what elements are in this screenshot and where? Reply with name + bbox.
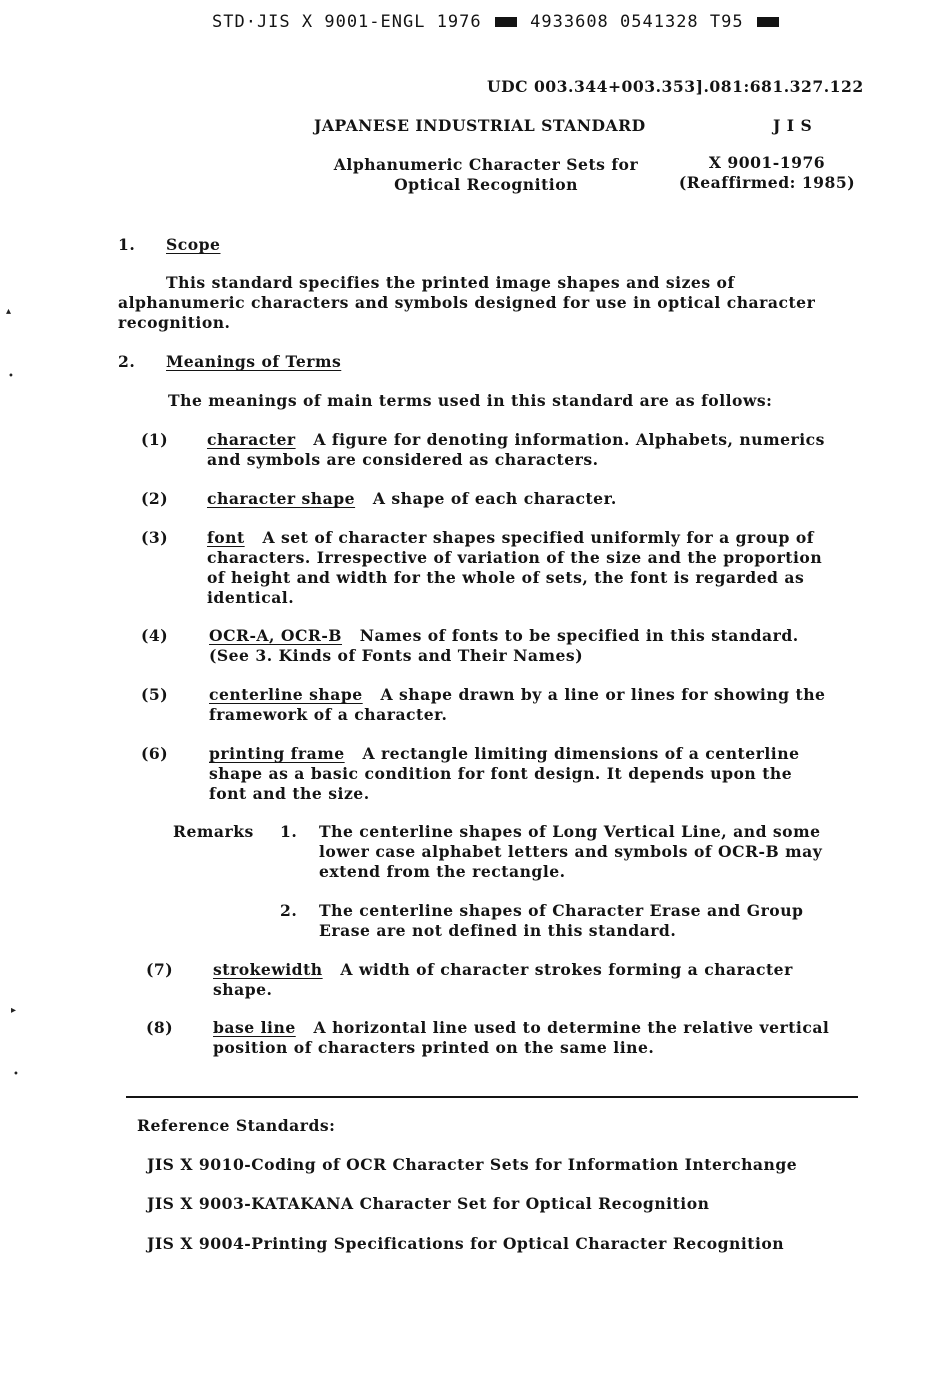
header-code-part2: 4933608 0541328 T95	[530, 12, 744, 32]
definition-line: Names of fonts to be specified in this standard.	[359, 626, 799, 645]
term-definition	[209, 744, 800, 804]
term-name: font	[207, 528, 245, 547]
term-definition	[209, 685, 825, 725]
section-2-heading: Meanings of Terms	[166, 352, 342, 371]
term-number: (3)	[141, 528, 169, 547]
definition-line: shape as a basic condition for font design. It depends upon the	[209, 764, 793, 783]
section-1-heading: Scope	[166, 235, 221, 254]
remark-line: Erase are not defined in this standard.	[319, 921, 677, 940]
term-definition	[207, 430, 825, 470]
scope-line: recognition.	[118, 313, 231, 332]
redaction-block	[757, 17, 779, 27]
term-number: (1)	[141, 430, 169, 449]
scan-speck: ▴	[6, 306, 12, 317]
standard-type: JAPANESE INDUSTRIAL STANDARD	[314, 116, 646, 135]
title-line-2: Optical Recognition	[394, 175, 578, 194]
remark-line: The centerline shapes of Character Erase and Group	[319, 901, 804, 920]
remark-line: lower case alphabet letters and symbols of OCR-B may	[319, 842, 823, 861]
section-1-number: 1.	[118, 235, 136, 254]
scope-line: alphanumeric characters and symbols designed for use in optical character	[118, 293, 816, 312]
term-definition	[207, 528, 822, 608]
definition-line: shape.	[213, 980, 273, 999]
term-number: (4)	[141, 626, 169, 645]
definition-line: identical.	[207, 588, 295, 607]
term-name: strokewidth	[213, 960, 323, 979]
scope-paragraph	[118, 273, 815, 333]
term-name: printing frame	[209, 744, 345, 763]
definition-line: A width of character strokes forming a character	[340, 960, 793, 979]
reference-item: JIS X 9003-KATAKANA Character Set for Optical Recognition	[147, 1194, 710, 1213]
references-heading: Reference Standards:	[137, 1116, 336, 1135]
term-name: base line	[213, 1018, 296, 1037]
term-name: centerline shape	[209, 685, 363, 704]
definition-line: A figure for denoting information. Alphabets, numerics	[313, 430, 825, 449]
remarks-label: Remarks	[173, 822, 254, 841]
standard-number	[677, 153, 857, 193]
term-number: (7)	[146, 960, 174, 979]
definition-line: of height and width for the whole of sets, the font is regarded as	[207, 568, 805, 587]
title-line-1: Alphanumeric Character Sets for	[333, 155, 639, 174]
definition-line: A set of character shapes specified uniformly for a group of	[262, 528, 814, 547]
scope-line: This standard specifies the printed image shapes and sizes of	[166, 273, 735, 292]
term-definition	[207, 489, 617, 509]
term-name: character shape	[207, 489, 356, 508]
reference-item: JIS X 9010-Coding of OCR Character Sets for Information Interchange	[147, 1155, 798, 1174]
references-divider	[126, 1096, 858, 1098]
remark-line: extend from the rectangle.	[319, 862, 566, 881]
remark-number: 2.	[280, 901, 298, 920]
definition-line: (See 3. Kinds of Fonts and Their Names)	[209, 646, 584, 665]
jis-mark: J I S	[773, 116, 813, 135]
term-name: OCR-A, OCR-B	[209, 626, 342, 645]
udc-number: UDC 003.344+003.353].081:681.327.122	[487, 77, 864, 96]
remark-text	[319, 901, 803, 941]
term-number: (8)	[146, 1018, 174, 1037]
term-number: (5)	[141, 685, 169, 704]
reference-item: JIS X 9004-Printing Specifications for Optical Character Recognition	[147, 1234, 785, 1253]
term-number: (2)	[141, 489, 169, 508]
definition-line: framework of a character.	[209, 705, 448, 724]
section-2-number: 2.	[118, 352, 136, 371]
document-code-header	[212, 11, 781, 33]
scan-speck: ▸	[11, 1005, 17, 1016]
definition-line: and symbols are considered as characters.	[207, 450, 599, 469]
definition-line: A horizontal line used to determine the relative vertical	[313, 1018, 830, 1037]
remark-text	[319, 822, 822, 882]
document-title	[330, 155, 642, 195]
definition-line: A shape of each character.	[372, 489, 617, 508]
term-definition	[209, 626, 799, 666]
definition-line: A shape drawn by a line or lines for showing the	[380, 685, 826, 704]
definition-line: characters. Irrespective of variation of the size and the proportion	[207, 548, 823, 567]
term-definition	[213, 960, 793, 1000]
remark-line: The centerline shapes of Long Vertical Line, and some	[319, 822, 821, 841]
term-number: (6)	[141, 744, 169, 763]
redaction-block	[495, 17, 517, 27]
definition-line: A rectangle limiting dimensions of a centerline	[362, 744, 800, 763]
remark-number: 1.	[280, 822, 298, 841]
term-name: character	[207, 430, 296, 449]
term-definition	[213, 1018, 829, 1058]
header-code-part1: STD·JIS X 9001-ENGL 1976	[212, 12, 482, 32]
scan-speck: •	[8, 371, 14, 382]
definition-line: font and the size.	[209, 784, 370, 803]
scan-speck: •	[13, 1069, 19, 1080]
definition-line: position of characters printed on the same line.	[213, 1038, 655, 1057]
reaffirmed-line: (Reaffirmed: 1985)	[678, 173, 856, 192]
terms-intro: The meanings of main terms used in this standard are as follows:	[168, 391, 773, 410]
standard-number-line-1: X 9001-1976	[708, 153, 826, 172]
